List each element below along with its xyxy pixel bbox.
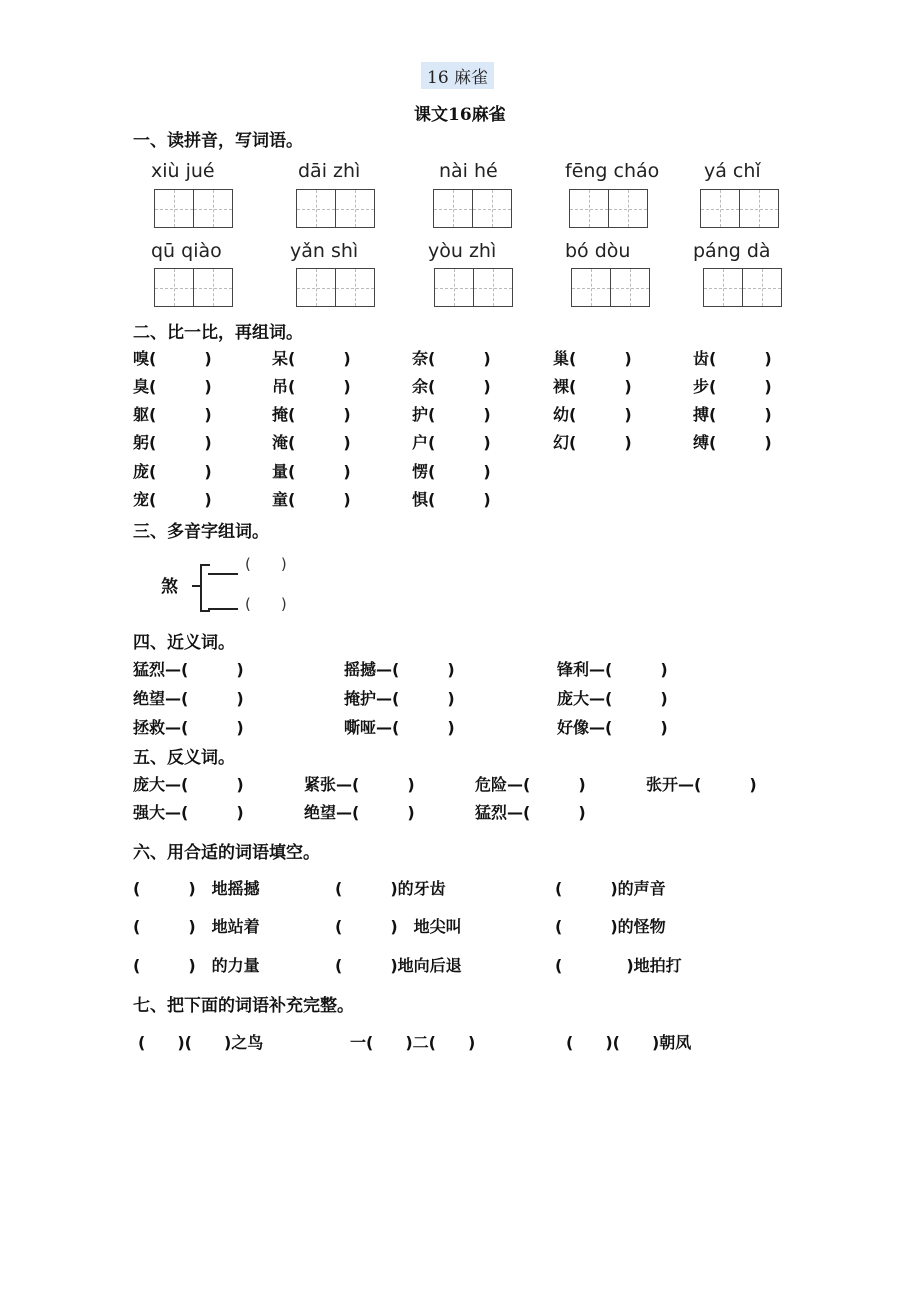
pinyin-label: páng dà bbox=[693, 240, 771, 262]
compare-item: 臭( ) bbox=[133, 377, 212, 396]
compare-item: 奈( ) bbox=[412, 349, 491, 368]
compare-item: 户( ) bbox=[412, 433, 491, 452]
compare-item: 愣( ) bbox=[412, 462, 491, 481]
writing-grid[interactable] bbox=[296, 268, 375, 307]
answer-line[interactable] bbox=[208, 608, 238, 610]
section-7-title: 七、把下面的词语补充完整。 bbox=[133, 996, 354, 1016]
synonym-item: 摇撼—( ) bbox=[344, 660, 455, 679]
pinyin-label: nài hé bbox=[439, 160, 498, 182]
synonym-item: 嘶哑—( ) bbox=[344, 718, 455, 737]
compare-item: 躯( ) bbox=[133, 405, 212, 424]
pinyin-label: yá chǐ bbox=[704, 160, 761, 182]
fill-item: ( ) 地摇撼 bbox=[133, 879, 260, 898]
antonym-item: 强大—( ) bbox=[133, 803, 244, 822]
compare-item: 宠( ) bbox=[133, 490, 212, 509]
compare-item: 齿( ) bbox=[693, 349, 772, 368]
synonym-item: 好像—( ) bbox=[557, 718, 668, 737]
answer-paren[interactable]: ( ) bbox=[245, 555, 287, 573]
compare-item: 童( ) bbox=[272, 490, 351, 509]
page-top-title: 16 麻雀 bbox=[421, 62, 494, 89]
idiom-item: 一( )二( ) bbox=[350, 1033, 476, 1052]
compare-item: 庞( ) bbox=[133, 462, 212, 481]
pinyin-label: qū qiào bbox=[151, 240, 222, 262]
idiom-item: ( )( )朝凤 bbox=[566, 1033, 692, 1052]
pinyin-label: yòu zhì bbox=[428, 240, 497, 262]
antonym-item: 危险—( ) bbox=[475, 775, 586, 794]
synonym-item: 拯救—( ) bbox=[133, 718, 244, 737]
antonym-item: 绝望—( ) bbox=[304, 803, 415, 822]
writing-grid[interactable] bbox=[296, 189, 375, 228]
compare-item: 呆( ) bbox=[272, 349, 351, 368]
pinyin-label: bó dòu bbox=[565, 240, 631, 262]
section-4-title: 四、近义词。 bbox=[133, 633, 235, 653]
fill-item: ( )的牙齿 bbox=[335, 879, 446, 898]
writing-grid[interactable] bbox=[571, 268, 650, 307]
pinyin-label: yǎn shì bbox=[290, 240, 359, 262]
answer-line[interactable] bbox=[208, 573, 238, 575]
compare-item: 余( ) bbox=[412, 377, 491, 396]
compare-item: 幼( ) bbox=[553, 405, 632, 424]
antonym-item: 猛烈—( ) bbox=[475, 803, 586, 822]
fill-item: ( )的声音 bbox=[555, 879, 666, 898]
answer-paren[interactable]: ( ) bbox=[245, 595, 287, 613]
section-5-title: 五、反义词。 bbox=[133, 748, 235, 768]
section-6-title: 六、用合适的词语填空。 bbox=[133, 843, 320, 863]
synonym-item: 绝望—( ) bbox=[133, 689, 244, 708]
fill-item: ( )地向后退 bbox=[335, 956, 462, 975]
compare-item: 躬( ) bbox=[133, 433, 212, 452]
fill-item: ( ) 的力量 bbox=[133, 956, 260, 975]
writing-grid[interactable] bbox=[569, 189, 648, 228]
section-1-title: 一、读拼音，写词语。 bbox=[133, 131, 303, 151]
pinyin-label: fēng cháo bbox=[565, 160, 660, 182]
polyphone-char: 煞 bbox=[161, 577, 178, 597]
compare-item: 嗅( ) bbox=[133, 349, 212, 368]
writing-grid[interactable] bbox=[703, 268, 782, 307]
compare-item: 搏( ) bbox=[693, 405, 772, 424]
fill-item: ( )的怪物 bbox=[555, 917, 666, 936]
writing-grid[interactable] bbox=[154, 268, 233, 307]
section-3-title: 三、多音字组词。 bbox=[133, 522, 269, 542]
compare-item: 吊( ) bbox=[272, 377, 351, 396]
compare-item: 步( ) bbox=[693, 377, 772, 396]
section-2-title: 二、比一比，再组词。 bbox=[133, 323, 303, 343]
fill-item: ( ) 地尖叫 bbox=[335, 917, 462, 936]
idiom-item: ( )( )之鸟 bbox=[138, 1033, 264, 1052]
fill-item: ( )地拍打 bbox=[555, 956, 682, 975]
compare-item: 巢( ) bbox=[553, 349, 632, 368]
antonym-item: 紧张—( ) bbox=[304, 775, 415, 794]
compare-item: 幻( ) bbox=[553, 433, 632, 452]
compare-item: 量( ) bbox=[272, 462, 351, 481]
synonym-item: 猛烈—( ) bbox=[133, 660, 244, 679]
pinyin-label: xiù jué bbox=[151, 160, 215, 182]
compare-item: 惧( ) bbox=[412, 490, 491, 509]
compare-item: 缚( ) bbox=[693, 433, 772, 452]
brace bbox=[200, 564, 210, 612]
fill-item: ( ) 地站着 bbox=[133, 917, 260, 936]
writing-grid[interactable] bbox=[154, 189, 233, 228]
synonym-item: 庞大—( ) bbox=[557, 689, 668, 708]
synonym-item: 锋利—( ) bbox=[557, 660, 668, 679]
antonym-item: 庞大—( ) bbox=[133, 775, 244, 794]
compare-item: 淹( ) bbox=[272, 433, 351, 452]
antonym-item: 张开—( ) bbox=[646, 775, 757, 794]
brace-tick bbox=[192, 585, 200, 587]
compare-item: 裸( ) bbox=[553, 377, 632, 396]
compare-item: 掩( ) bbox=[272, 405, 351, 424]
pinyin-label: dāi zhì bbox=[298, 160, 361, 182]
writing-grid[interactable] bbox=[434, 268, 513, 307]
compare-item: 护( ) bbox=[412, 405, 491, 424]
synonym-item: 掩护—( ) bbox=[344, 689, 455, 708]
writing-grid[interactable] bbox=[433, 189, 512, 228]
writing-grid[interactable] bbox=[700, 189, 779, 228]
lesson-subtitle: 课文16麻雀 bbox=[414, 105, 506, 125]
